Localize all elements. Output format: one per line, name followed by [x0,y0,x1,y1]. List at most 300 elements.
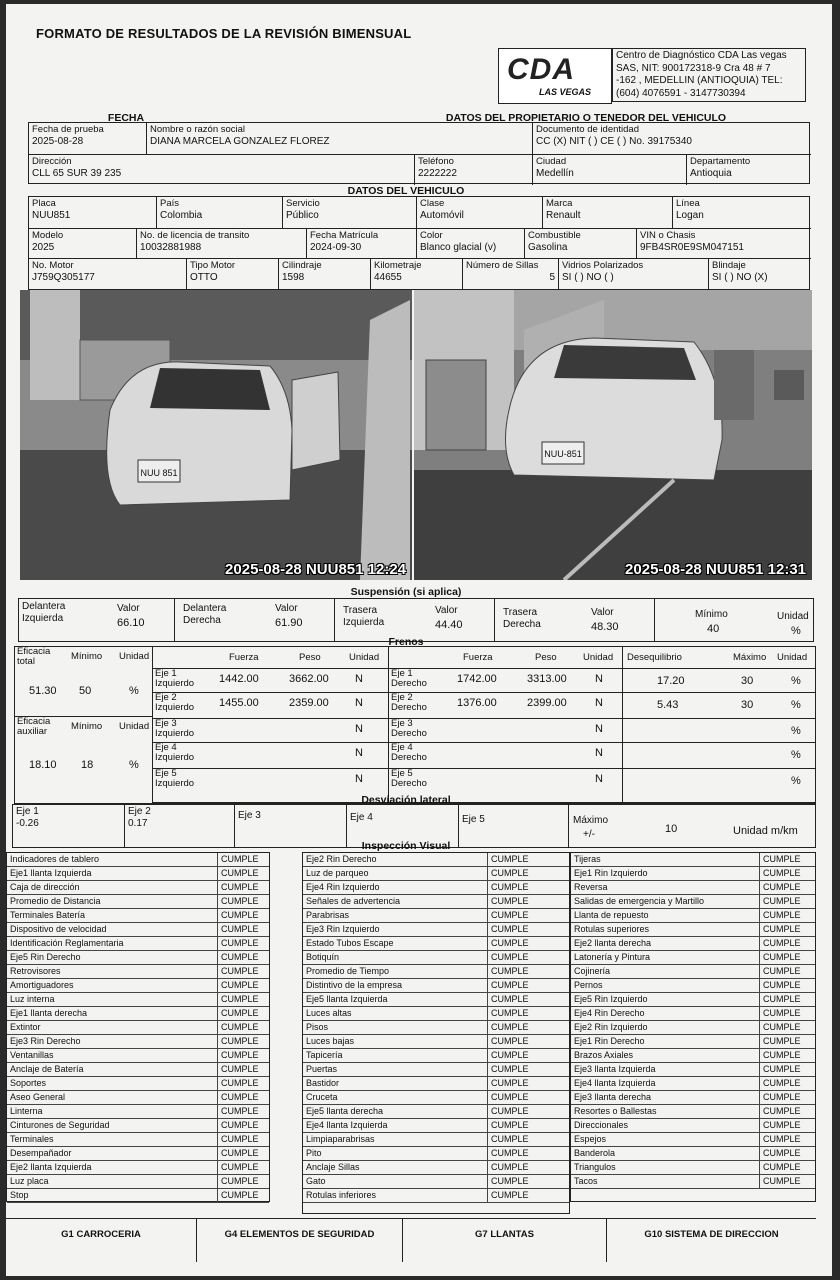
inspection-row [571,881,815,895]
clase-cell [417,197,543,229]
label: Fuerza [463,652,493,663]
value: Automóvil [420,210,464,221]
inspection-row [7,1161,269,1175]
inspection-item: Eje3 llanta derecha [574,1092,652,1102]
inspection-row [7,895,269,909]
inspection-item: Pernos [574,980,603,990]
value: % [129,759,139,771]
inspection-item: Eje2 Rin Izquierdo [574,1022,648,1032]
inspection-item: Desempañador [10,1148,72,1158]
value: 2025 [32,242,55,253]
inspection-row [571,1007,815,1021]
label: Unidad [777,652,808,663]
inspection-status: CUMPLE [217,951,259,964]
inspection-status: CUMPLE [487,853,529,866]
section-fecha: FECHA [107,112,145,124]
inspection-item: Eje2 Rin Derecho [306,854,377,864]
inspection-row [571,1105,815,1119]
nombre-cell [147,123,533,155]
value: Renault [546,210,581,221]
value: J759Q305177 [32,272,95,283]
fuerza-value: 1376.00 [457,697,497,709]
inspeccion-col3 [570,852,816,1202]
label: Eje 1 Izquierdo [155,669,195,689]
inspection-row [7,937,269,951]
inspection-row [7,1035,269,1049]
label: Máximo [573,815,609,826]
linea-cell [673,197,811,229]
label: Clase [420,198,445,209]
unit-value: N [355,723,363,735]
inspection-item: Eje4 llanta Izquierda [574,1078,656,1088]
kilometraje-cell [371,259,463,291]
inspection-row [7,1049,269,1063]
unit-value: N [355,673,363,685]
inspection-status: CUMPLE [487,1007,529,1020]
frenos-deseq-header [623,647,815,669]
section-inspeccion: Inspección Visual [361,840,451,852]
unit-value: % [791,675,801,687]
inspection-status: CUMPLE [759,881,801,894]
inspection-row [303,1133,569,1147]
logo-text: CDA [507,53,575,86]
value: Colombia [160,210,203,221]
label: Nombre o razón social [150,124,246,135]
inspection-status: CUMPLE [217,965,259,978]
inspection-status: CUMPLE [487,1147,529,1160]
inspection-row [7,1007,269,1021]
label: Peso [535,652,557,663]
inspection-row [571,1021,815,1035]
inspection-row [571,993,815,1007]
inspection-item: Salidas de emergencia y Martillo [574,896,705,906]
inspection-item: Llanta de repuesto [574,910,649,920]
unit-value: N [595,697,603,709]
inspection-item: Latonería y Pintura [574,952,651,962]
value: 10032881988 [140,242,202,253]
label: Mínimo [71,721,103,732]
inspection-status: CUMPLE [217,1161,259,1174]
inspection-status: CUMPLE [759,1077,801,1090]
value: 44.40 [435,619,463,631]
value: 0.17 [128,818,148,829]
label: Línea [676,198,700,209]
value: 2222222 [418,168,457,179]
front-vehicle-photo [20,290,412,580]
inspection-status: CUMPLE [487,1035,529,1048]
label: Documento de identidad [536,124,639,135]
eficacia-aux-cell [15,717,153,803]
inspection-row [303,1147,569,1161]
inspection-status: CUMPLE [487,1063,529,1076]
inspection-status: CUMPLE [487,979,529,992]
inspection-row [571,1063,815,1077]
inspection-status: CUMPLE [759,867,801,880]
label: Combustible [528,230,581,241]
inspection-row [571,1077,815,1091]
label: Eficacia total [17,647,51,667]
inspection-item: Luces altas [306,1008,352,1018]
vin-cell [637,229,811,259]
desviacion-eje2 [125,805,235,847]
company-line: SAS, NIT: 900172318-9 Cra 48 # 7 [616,62,771,74]
value: 18 [81,759,94,771]
inspection-row [303,1119,569,1133]
inspection-status: CUMPLE [759,1119,801,1132]
inspection-item: Eje5 llanta Izquierda [306,994,388,1004]
value: SI ( ) NO (X) [712,272,768,283]
freno-izq-row [153,743,389,769]
frenos-der-header [389,647,623,669]
inspection-item: Cinturones de Seguridad [10,1120,110,1130]
label: País [160,198,180,209]
value: 50 [79,685,92,697]
inspection-item: Rotulas superiores [574,924,650,934]
inspection-status: CUMPLE [217,1091,259,1104]
label: Eje 2 Derecho [391,693,427,713]
inspection-item: Botiquín [306,952,340,962]
photo-plate: NUU 851 [140,468,178,478]
inspection-status: CUMPLE [487,1119,529,1132]
value: Logan [676,210,704,221]
deseq-value: 17.20 [657,675,685,687]
inspeccion-col2 [302,852,570,1214]
label: No. Motor [32,260,74,271]
unit-value: N [595,723,603,735]
inspection-status: CUMPLE [487,1133,529,1146]
inspection-status: CUMPLE [759,993,801,1006]
inspection-row [7,923,269,937]
inspection-row [7,909,269,923]
inspection-item: Promedio de Tiempo [306,966,390,976]
max-value: 30 [741,675,754,687]
unit-value: N [595,773,603,785]
section-propietario: DATOS DEL PROPIETARIO O TENEDOR DEL VEHICULO [445,112,727,124]
inspection-status: CUMPLE [759,937,801,950]
value: Medellín [536,168,574,179]
label: Valor [591,607,614,618]
value: 5 [549,272,555,283]
inspection-row [7,1133,269,1147]
inspection-row [7,1175,269,1189]
inspection-row [571,1133,815,1147]
inspection-item: Amortiguadores [10,980,74,990]
inspection-item: Eje1 llanta Izquierda [10,868,92,878]
label: Cilindraje [282,260,322,271]
inspection-row [303,867,569,881]
inspection-status: CUMPLE [217,867,259,880]
footer-group: G1 CARROCERIA [6,1218,196,1262]
fecha-prueba-cell [29,123,147,155]
tipo-motor-cell [187,259,279,291]
freno-izq-row [153,669,389,693]
inspection-status: CUMPLE [759,923,801,936]
inspection-item: Direccionales [574,1120,629,1130]
freno-deseq-row [623,669,815,693]
fuerza-value: 1742.00 [457,673,497,685]
inspection-status: CUMPLE [487,867,529,880]
label: Delantera Izquierda [22,601,66,624]
label: Mínimo [695,609,728,620]
freno-der-row [389,719,623,743]
sillas-cell [463,259,559,291]
inspection-status: CUMPLE [217,1147,259,1160]
peso-value: 2399.00 [527,697,567,709]
inspection-item: Triangulos [574,1162,616,1172]
inspection-item: Soportes [10,1078,47,1088]
inspection-item: Parabrisas [306,910,350,920]
inspection-row [303,1021,569,1035]
desviacion-eje1 [13,805,125,847]
inspection-row [7,951,269,965]
section-frenos: Frenos [388,636,424,648]
inspection-row [303,937,569,951]
unit-value: N [595,673,603,685]
inspection-row [303,979,569,993]
inspection-status: CUMPLE [759,1147,801,1160]
label: Eje 1 Derecho [391,669,427,689]
inspection-status: CUMPLE [759,853,801,866]
label: Eje 3 Izquierdo [155,719,195,739]
label: +/- [583,829,595,840]
inspection-item: Eje5 llanta derecha [306,1106,384,1116]
inspection-item: Señales de advertencia [306,896,401,906]
inspection-status: CUMPLE [487,1175,529,1188]
unit-value: N [355,773,363,785]
inspection-status: CUMPLE [759,1175,801,1188]
inspection-row [571,1175,815,1189]
footer-group: G7 LLANTAS [402,1218,606,1262]
suspension-tra-izq [335,599,495,641]
frenos-izq-header [153,647,389,669]
suspension-tra-der [495,599,655,641]
inspection-status: CUMPLE [217,979,259,992]
inspection-row [303,1091,569,1105]
inspection-row [571,1091,815,1105]
value: NUU851 [32,210,71,221]
inspection-item: Pito [306,1148,322,1158]
label: Fecha Matrícula [310,230,379,241]
inspection-item: Extintor [10,1022,41,1032]
value: 48.30 [591,621,619,633]
inspection-status: CUMPLE [759,1161,801,1174]
inspection-status: CUMPLE [217,993,259,1006]
inspection-item: Eje3 Rin Izquierdo [306,924,380,934]
inspection-row [571,1119,815,1133]
inspection-status: CUMPLE [759,1105,801,1118]
value: 18.10 [29,759,57,771]
inspection-row [571,909,815,923]
inspection-row [303,1007,569,1021]
peso-value: 3313.00 [527,673,567,685]
label: Trasera Derecha [503,607,541,630]
label: Eje 1 [16,806,39,817]
inspection-item: Rotulas inferiores [306,1190,377,1200]
inspection-item: Eje2 llanta Izquierda [10,1162,92,1172]
value: 2025-08-28 [32,136,84,147]
inspection-row [303,993,569,1007]
inspection-status: CUMPLE [217,895,259,908]
inspection-row [303,881,569,895]
photo-plate: NUU-851 [544,449,582,459]
value: Unidad m/km [733,825,798,837]
photo-timestamp: 2025-08-28 NUU851 12:24 [225,561,406,578]
inspection-item: Luz placa [10,1176,49,1186]
value: Público [286,210,319,221]
rear-vehicle-photo [414,290,812,580]
inspection-status: CUMPLE [487,909,529,922]
inspection-item: Stop [10,1190,29,1200]
value: 66.10 [117,617,145,629]
inspection-item: Caja de dirección [10,882,80,892]
inspection-item: Banderola [574,1148,616,1158]
inspection-status: CUMPLE [487,1049,529,1062]
servicio-cell [283,197,417,229]
value: SI ( ) NO ( ) [562,272,614,283]
label: Unidad [583,652,614,663]
label: Tipo Motor [190,260,236,271]
inspection-item: Terminales [10,1134,54,1144]
vehicle-table [28,196,810,290]
label: Color [420,230,443,241]
inspection-status: CUMPLE [487,965,529,978]
inspection-status: CUMPLE [487,923,529,936]
footer-group: G10 SISTEMA DE DIRECCION [606,1218,816,1262]
label: Teléfono [418,156,454,167]
label: Vidrios Polarizados [562,260,644,271]
section-suspension: Suspensión (si aplica) [350,586,462,598]
inspection-row [7,1147,269,1161]
inspection-status: CUMPLE [759,1007,801,1020]
inspection-item: Tapicería [306,1050,343,1060]
inspection-row [571,979,815,993]
modelo-cell [29,229,137,259]
inspection-status: CUMPLE [217,1133,259,1146]
inspection-row [303,1175,569,1189]
value: Gasolina [528,242,568,253]
inspection-status: CUMPLE [759,979,801,992]
inspection-item: Reversa [574,882,608,892]
inspection-status: CUMPLE [759,895,801,908]
value: Antioquia [690,168,732,179]
company-line: (604) 4076591 - 3147730394 [616,87,746,99]
footer-group: G4 ELEMENTOS DE SEGURIDAD [196,1218,402,1262]
label: Placa [32,198,56,209]
fuerza-value: 1455.00 [219,697,259,709]
company-info [612,48,806,102]
inspection-item: Eje1 Rin Izquierdo [574,868,648,878]
frenos-table [14,646,816,804]
label: Máximo [733,652,767,663]
inspection-status: CUMPLE [217,853,259,866]
value: Blanco glacial (v) [420,242,497,253]
eficacia-total-cell [15,647,153,717]
inspection-item: Luces bajas [306,1036,355,1046]
label: Peso [299,652,321,663]
inspection-item: Luz interna [10,994,55,1004]
label: Eficacia auxiliar [17,717,51,737]
inspection-row [303,923,569,937]
unit-value: % [791,749,801,761]
inspection-row [303,1049,569,1063]
label: Unidad [119,651,150,662]
inspection-status: CUMPLE [759,909,801,922]
peso-value: 2359.00 [289,697,329,709]
inspection-status: CUMPLE [487,895,529,908]
inspection-row [7,1021,269,1035]
inspection-item: Limpiaparabrisas [306,1134,375,1144]
inspection-item: Anclaje de Batería [10,1064,84,1074]
label: Delantera Derecha [183,603,227,626]
unit-value: N [595,747,603,759]
inspeccion-col1 [6,852,270,1202]
desviacion-maximo [569,805,815,847]
results-sheet [6,4,832,1276]
section-vehiculo: DATOS DEL VEHICULO [347,185,465,197]
inspection-status: CUMPLE [487,1077,529,1090]
freno-deseq-row [623,719,815,743]
inspection-item: Eje3 Rin Derecho [10,1036,81,1046]
inspection-status: CUMPLE [487,951,529,964]
inspection-row [7,1063,269,1077]
value: -0.26 [16,818,39,829]
inspection-item: Aseo General [10,1092,66,1102]
inspection-row [7,965,269,979]
max-value: 30 [741,699,754,711]
inspection-item: Bastidor [306,1078,340,1088]
value: 10 [665,823,678,835]
logo-subtext: LAS VEGAS [539,87,592,97]
inspection-status: CUMPLE [759,1091,801,1104]
label: Kilometraje [374,260,422,271]
unit-value: % [791,775,801,787]
inspection-status: CUMPLE [217,1035,259,1048]
label: Desequilibrio [627,652,682,663]
label: Eje 5 Derecho [391,769,427,789]
label: Eje 2 [128,806,151,817]
inspection-status: CUMPLE [487,881,529,894]
matricula-cell [307,229,417,259]
inspection-item: Cojinería [574,966,611,976]
inspection-item: Indicadores de tablero [10,854,100,864]
unit-value: N [355,697,363,709]
label: Dirección [32,156,72,167]
freno-izq-row [153,693,389,719]
inspection-status: CUMPLE [217,909,259,922]
inspection-row [303,853,569,867]
inspection-item: Eje4 Rin Derecho [574,1008,645,1018]
inspection-item: Estado Tubos Escape [306,938,394,948]
inspection-row [303,1035,569,1049]
freno-der-row [389,743,623,769]
inspection-item: Brazos Axiales [574,1050,634,1060]
inspection-status: CUMPLE [217,1063,259,1076]
inspection-row [571,923,815,937]
inspection-status: CUMPLE [217,1021,259,1034]
label: Marca [546,198,573,209]
inspection-status: CUMPLE [759,965,801,978]
inspection-row [571,951,815,965]
label: Eje 3 [238,810,261,821]
inspection-status: CUMPLE [217,1077,259,1090]
inspection-row [571,937,815,951]
label: Valor [117,603,140,614]
inspection-item: Tacos [574,1176,598,1186]
label: Eje 4 Izquierdo [155,743,195,763]
inspection-status: CUMPLE [759,1049,801,1062]
inspection-item: Ventanillas [10,1050,54,1060]
value: 40 [707,623,720,635]
